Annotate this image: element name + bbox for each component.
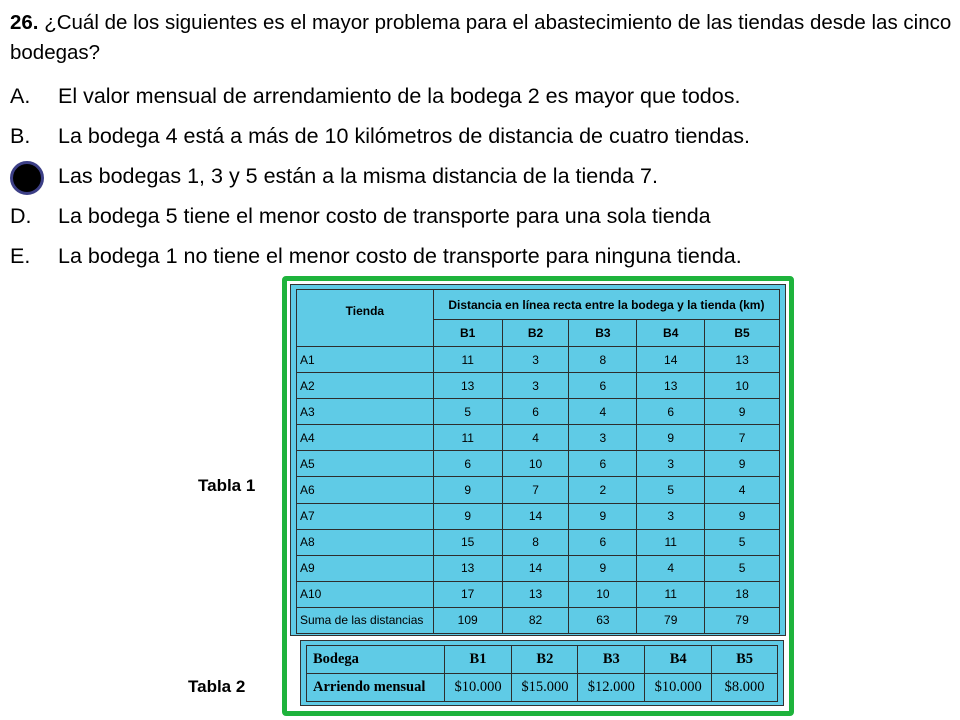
rent-row-label: Arriendo mensual [307, 674, 445, 702]
distance-cell: 9 [637, 425, 705, 451]
distance-cell: 14 [502, 503, 569, 529]
option-text: Las bodegas 1, 3 y 5 están a la misma distancia de la tienda 7. [58, 164, 658, 188]
option-text: La bodega 4 está a más de 10 kilómetros de distancia de cuatro tiendas. [58, 124, 751, 148]
table-row [297, 399, 780, 425]
distance-cell: 13 [637, 373, 705, 399]
column-header: B2 [512, 646, 578, 674]
table-row [297, 607, 780, 633]
option-letter: E. [10, 244, 31, 268]
distance-table-body [297, 347, 780, 634]
option-e[interactable] [10, 240, 952, 280]
table2-panel [300, 640, 784, 706]
rent-cell: $10.000 [444, 674, 512, 702]
store-name-cell: A6 [297, 477, 434, 503]
distance-cell: 9 [705, 451, 780, 477]
distance-cell: 9 [569, 503, 637, 529]
option-text: La bodega 1 no tiene el menor costo de transporte para ninguna tienda. [58, 244, 742, 268]
distance-cell: 9 [433, 503, 502, 529]
distance-cell: 11 [433, 425, 502, 451]
distance-cell: 4 [705, 477, 780, 503]
distance-table [296, 289, 780, 634]
selected-answer-marker [10, 161, 44, 195]
distance-cell: 6 [569, 451, 637, 477]
store-name-cell: A9 [297, 555, 434, 581]
distance-cell: 13 [502, 581, 569, 607]
distance-cell: 3 [502, 373, 569, 399]
tienda-header: Tienda [297, 290, 434, 347]
store-name-cell: A5 [297, 451, 434, 477]
distance-cell: 9 [569, 555, 637, 581]
distance-cell: 5 [705, 529, 780, 555]
option-letter: B. [10, 124, 31, 148]
distance-cell: 10 [705, 373, 780, 399]
distance-cell: 11 [637, 529, 705, 555]
store-name-cell: A10 [297, 581, 434, 607]
option-text: La bodega 5 tiene el menor costo de transporte para una sola tienda [58, 204, 711, 228]
distance-cell: 6 [569, 373, 637, 399]
rent-cell: $10.000 [645, 674, 712, 702]
table-row [297, 373, 780, 399]
question-prompt: ¿Cuál de los siguientes es el mayor problema para el abastecimiento de las tiendas desde las cinco bodegas? [10, 11, 952, 64]
option-c[interactable] [10, 160, 952, 200]
store-name-cell: A4 [297, 425, 434, 451]
column-header: B4 [637, 320, 705, 347]
table1-panel [290, 284, 786, 636]
column-header: B4 [645, 646, 712, 674]
table-row [297, 581, 780, 607]
answer-options [10, 80, 952, 280]
store-name-cell: A8 [297, 529, 434, 555]
question-number: 26. [10, 11, 39, 34]
distance-cell: 8 [502, 529, 569, 555]
column-header: B3 [578, 646, 645, 674]
distance-cell: 10 [569, 581, 637, 607]
distance-cell: 15 [433, 529, 502, 555]
distance-cell: 7 [502, 477, 569, 503]
rent-cell: $8.000 [712, 674, 778, 702]
option-letter: D. [10, 204, 32, 228]
distance-cell: 6 [637, 399, 705, 425]
distance-cell: 11 [637, 581, 705, 607]
distance-cell: 13 [705, 347, 780, 373]
option-d[interactable] [10, 200, 952, 240]
distance-cell: 14 [502, 555, 569, 581]
question-text [10, 8, 952, 68]
distance-cell: 4 [637, 555, 705, 581]
table-row [297, 477, 780, 503]
distance-cell: 9 [705, 503, 780, 529]
store-name-cell: Suma de las distancias [297, 607, 434, 633]
distance-cell: 3 [569, 425, 637, 451]
distance-cell: 14 [637, 347, 705, 373]
distance-cell: 3 [637, 503, 705, 529]
distance-cell: 5 [705, 555, 780, 581]
distance-cell: 17 [433, 581, 502, 607]
column-header: B5 [712, 646, 778, 674]
distance-group-header: Distancia en línea recta entre la bodega y la tienda (km) [433, 290, 779, 320]
column-header: B3 [569, 320, 637, 347]
table-row [297, 529, 780, 555]
store-name-cell: A7 [297, 503, 434, 529]
table-row [297, 451, 780, 477]
column-header: B5 [705, 320, 780, 347]
rent-cell: $12.000 [578, 674, 645, 702]
distance-cell: 6 [569, 529, 637, 555]
distance-cell: 63 [569, 607, 637, 633]
distance-cell: 9 [433, 477, 502, 503]
table1-caption: Tabla 1 [198, 476, 256, 495]
distance-cell: 2 [569, 477, 637, 503]
distance-cell: 13 [433, 555, 502, 581]
table-row [297, 555, 780, 581]
table-row [297, 503, 780, 529]
distance-cell: 18 [705, 581, 780, 607]
distance-cell: 7 [705, 425, 780, 451]
distance-cell: 5 [433, 399, 502, 425]
store-name-cell: A2 [297, 373, 434, 399]
distance-cell: 6 [433, 451, 502, 477]
column-header: B1 [444, 646, 512, 674]
column-header: B2 [502, 320, 569, 347]
distance-cell: 5 [637, 477, 705, 503]
distance-cell: 4 [569, 399, 637, 425]
distance-cell: 9 [705, 399, 780, 425]
distance-cell: 6 [502, 399, 569, 425]
distance-cell: 4 [502, 425, 569, 451]
store-name-cell: A3 [297, 399, 434, 425]
distance-cell: 8 [569, 347, 637, 373]
option-letter: A. [10, 84, 31, 108]
distance-cell: 79 [705, 607, 780, 633]
distance-cell: 10 [502, 451, 569, 477]
table-row [297, 347, 780, 373]
table-row [297, 425, 780, 451]
distance-cell: 11 [433, 347, 502, 373]
column-header: B1 [433, 320, 502, 347]
distance-cell: 79 [637, 607, 705, 633]
store-name-cell: A1 [297, 347, 434, 373]
table2-caption: Tabla 2 [188, 677, 246, 696]
option-text: El valor mensual de arrendamiento de la bodega 2 es mayor que todos. [58, 84, 741, 108]
distance-cell: 109 [433, 607, 502, 633]
distance-cell: 3 [637, 451, 705, 477]
option-a[interactable] [10, 80, 952, 120]
rent-table [306, 645, 778, 702]
distance-cell: 82 [502, 607, 569, 633]
distance-cell: 3 [502, 347, 569, 373]
rent-cell: $15.000 [512, 674, 578, 702]
distance-cell: 13 [433, 373, 502, 399]
bodega-header: Bodega [307, 646, 445, 674]
option-b[interactable] [10, 120, 952, 160]
